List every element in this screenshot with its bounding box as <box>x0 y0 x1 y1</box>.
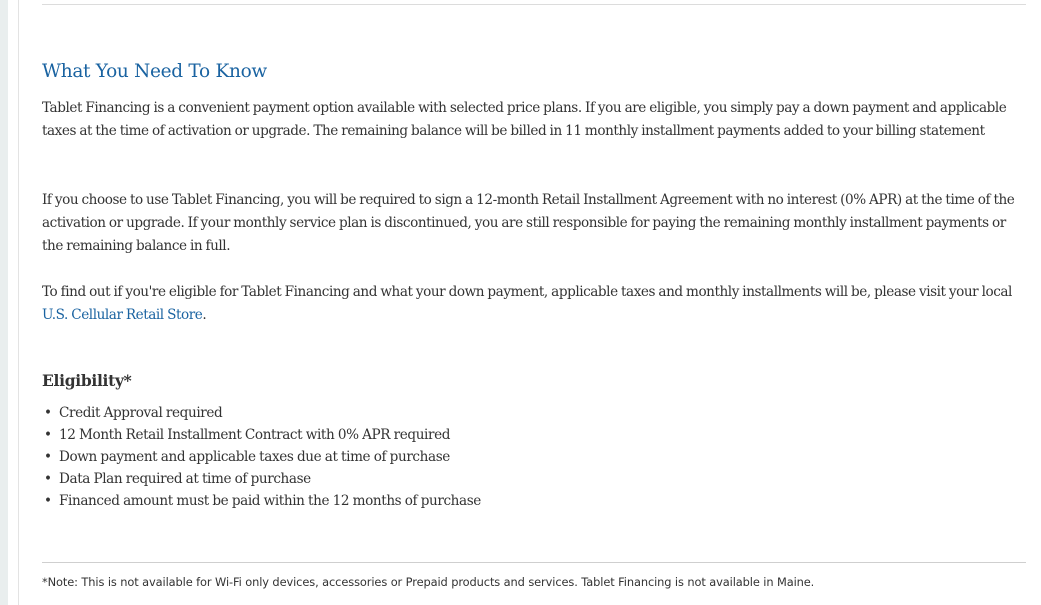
paragraph-text-end: . <box>202 307 207 323</box>
eligibility-item-label: Down payment and applicable taxes due at time of purchase <box>59 449 450 465</box>
eligibility-item <box>42 424 481 446</box>
eligibility-item <box>42 468 481 490</box>
eligibility-info-paragraph <box>42 281 1026 327</box>
left-rail-divider <box>18 0 19 605</box>
eligibility-item-label: 12 Month Retail Installment Contract with 0% APR required <box>59 427 451 443</box>
footnote: *Note: This is not available for Wi-Fi only devices, accessories or Prepaid products and services. Tablet Financing is not available in Maine. <box>42 575 815 589</box>
eligibility-title: Eligibility* <box>42 371 132 390</box>
section-title: What You Need To Know <box>42 61 267 82</box>
eligibility-item <box>42 402 481 424</box>
eligibility-item-label: Data Plan required at time of purchase <box>59 471 311 487</box>
agreement-paragraph: If you choose to use Tablet Financing, you will be required to sign a 12-month Retail Installment Agreement with no interest (0% APR) at the time of the activation or upgrade. If your monthly service plan is discontinued, you are still responsible for paying the remaining monthly installment payments or the remaining balance in full. <box>42 192 1015 254</box>
eligibility-item-label: Credit Approval required <box>59 405 223 421</box>
intro-paragraph: Tablet Financing is a convenient payment option available with selected price plans. If you are eligible, you simply pay a down payment and applicable taxes at the time of activation or upgrade. The remaining balance will be billed in 11 monthly installment payments added to your billing statement <box>42 100 1007 139</box>
bullet-icon: • <box>44 471 52 487</box>
bullet-icon: • <box>44 493 52 509</box>
top-divider <box>42 4 1026 5</box>
eligibility-item-label: Financed amount must be paid within the 12 months of purchase <box>59 493 481 509</box>
paragraph-text-start: To find out if you're eligible for Tablet Financing and what your down payment, applicable taxes and monthly installments will be, please visit your local <box>42 284 1012 300</box>
eligibility-list <box>42 402 481 512</box>
left-rail <box>0 0 8 605</box>
bullet-icon: • <box>44 449 52 465</box>
eligibility-item <box>42 446 481 468</box>
bottom-divider <box>42 562 1026 563</box>
bullet-icon: • <box>44 427 52 443</box>
eligibility-item <box>42 490 481 512</box>
bullet-icon: • <box>44 405 52 421</box>
retail-store-link[interactable]: U.S. Cellular Retail Store <box>42 307 203 323</box>
